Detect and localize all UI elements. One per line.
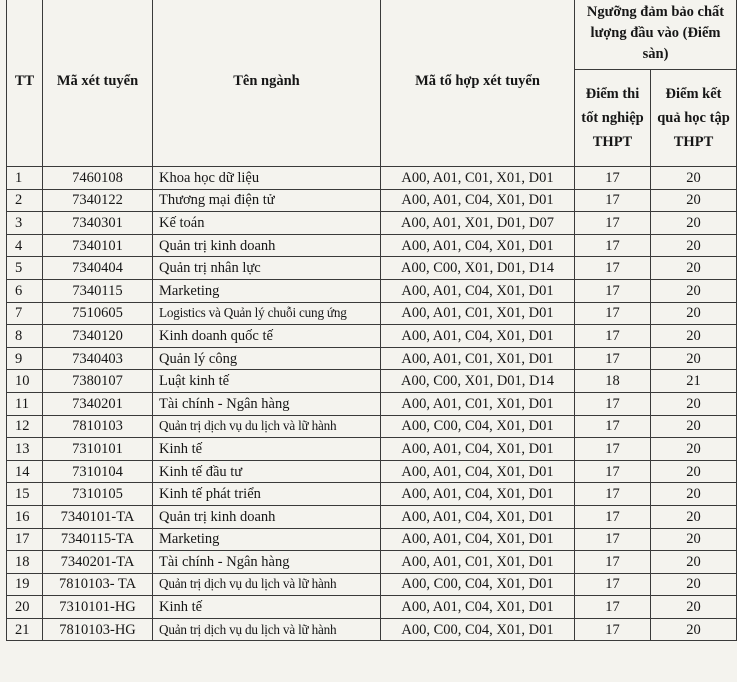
table-row [7, 483, 737, 506]
header-exam-score: Điểm thi tốt nghiệp THPT [575, 70, 651, 167]
transcript-score-cell: 20 [651, 234, 737, 257]
transcript-score-cell: 20 [651, 279, 737, 302]
table-row [7, 167, 737, 190]
transcript-score-cell: 20 [651, 460, 737, 483]
major-name-cell: Kinh tế [153, 596, 381, 619]
row-number-cell: 3 [7, 212, 43, 235]
subject-combination-cell: A00, A01, C04, X01, D01 [381, 234, 575, 257]
major-name-cell: Khoa học dữ liệu [153, 167, 381, 190]
exam-score-cell: 18 [575, 370, 651, 393]
exam-score-cell: 17 [575, 551, 651, 574]
exam-score-cell: 17 [575, 596, 651, 619]
table-row [7, 551, 737, 574]
subject-combination-cell: A00, A01, C01, X01, D01 [381, 551, 575, 574]
transcript-score-cell: 20 [651, 505, 737, 528]
major-name-cell: Tài chính - Ngân hàng [153, 551, 381, 574]
row-number-cell: 18 [7, 551, 43, 574]
exam-score-cell: 17 [575, 302, 651, 325]
transcript-score-cell: 20 [651, 551, 737, 574]
subject-combination-cell: A00, C00, X01, D01, D14 [381, 257, 575, 280]
header-major: Tên ngành [153, 0, 381, 167]
subject-combination-cell: A00, A01, C04, X01, D01 [381, 483, 575, 506]
admission-code-cell: 7310104 [43, 460, 153, 483]
transcript-score-cell: 21 [651, 370, 737, 393]
table-row [7, 618, 737, 641]
admission-code-cell: 7340301 [43, 212, 153, 235]
subject-combination-cell: A00, A01, C04, X01, D01 [381, 505, 575, 528]
row-number-cell: 14 [7, 460, 43, 483]
admission-code-cell: 7460108 [43, 167, 153, 190]
transcript-score-cell: 20 [651, 415, 737, 438]
major-name-cell: Quản trị kinh doanh [153, 234, 381, 257]
transcript-score-cell: 20 [651, 347, 737, 370]
exam-score-cell: 17 [575, 167, 651, 190]
major-name-cell: Kinh tế [153, 438, 381, 461]
table-row [7, 347, 737, 370]
table-row [7, 573, 737, 596]
header-threshold: Ngưỡng đảm bảo chất lượng đầu vào (Điểm sàn) [575, 0, 737, 70]
header-transcript-score: Điểm kết quả học tập THPT [651, 70, 737, 167]
transcript-score-cell: 20 [651, 392, 737, 415]
exam-score-cell: 17 [575, 460, 651, 483]
transcript-score-cell: 20 [651, 596, 737, 619]
row-number-cell: 4 [7, 234, 43, 257]
exam-score-cell: 17 [575, 347, 651, 370]
admission-code-cell: 7810103 [43, 415, 153, 438]
admission-code-cell: 7340122 [43, 189, 153, 212]
major-name-cell: Quản trị kinh doanh [153, 505, 381, 528]
header-combo: Mã tổ hợp xét tuyển [381, 0, 575, 167]
table-row [7, 212, 737, 235]
row-number-cell: 16 [7, 505, 43, 528]
major-name-cell: Kinh doanh quốc tế [153, 325, 381, 348]
exam-score-cell: 17 [575, 573, 651, 596]
table-row [7, 438, 737, 461]
transcript-score-cell: 20 [651, 189, 737, 212]
major-name-cell: Quản trị nhân lực [153, 257, 381, 280]
table-row [7, 505, 737, 528]
exam-score-cell: 17 [575, 438, 651, 461]
major-name-cell: Quản trị dịch vụ du lịch và lữ hành [153, 415, 381, 438]
major-name-cell: Luật kinh tế [153, 370, 381, 393]
subject-combination-cell: A00, A01, C04, X01, D01 [381, 189, 575, 212]
table-row [7, 302, 737, 325]
row-number-cell: 12 [7, 415, 43, 438]
exam-score-cell: 17 [575, 325, 651, 348]
row-number-cell: 17 [7, 528, 43, 551]
major-name-cell: Tài chính - Ngân hàng [153, 392, 381, 415]
subject-combination-cell: A00, C00, C04, X01, D01 [381, 573, 575, 596]
exam-score-cell: 17 [575, 189, 651, 212]
admission-code-cell: 7340201-TA [43, 551, 153, 574]
row-number-cell: 11 [7, 392, 43, 415]
exam-score-cell: 17 [575, 392, 651, 415]
exam-score-cell: 17 [575, 212, 651, 235]
row-number-cell: 5 [7, 257, 43, 280]
subject-combination-cell: A00, A01, C01, X01, D01 [381, 392, 575, 415]
admission-code-cell: 7810103- TA [43, 573, 153, 596]
table-row [7, 257, 737, 280]
subject-combination-cell: A00, A01, C01, X01, D01 [381, 167, 575, 190]
major-name-cell: Kinh tế đầu tư [153, 460, 381, 483]
row-number-cell: 19 [7, 573, 43, 596]
major-name-cell: Thương mại điện tử [153, 189, 381, 212]
row-number-cell: 20 [7, 596, 43, 619]
major-name-cell: Quản trị dịch vụ du lịch và lữ hành [153, 618, 381, 641]
table-row [7, 415, 737, 438]
major-name-cell: Marketing [153, 279, 381, 302]
admission-code-cell: 7340404 [43, 257, 153, 280]
transcript-score-cell: 20 [651, 302, 737, 325]
subject-combination-cell: A00, A01, X01, D01, D07 [381, 212, 575, 235]
transcript-score-cell: 20 [651, 618, 737, 641]
subject-combination-cell: A00, A01, C04, X01, D01 [381, 279, 575, 302]
table-row [7, 189, 737, 212]
subject-combination-cell: A00, C00, C04, X01, D01 [381, 415, 575, 438]
table-row [7, 279, 737, 302]
admission-code-cell: 7510605 [43, 302, 153, 325]
exam-score-cell: 17 [575, 505, 651, 528]
subject-combination-cell: A00, A01, C04, X01, D01 [381, 528, 575, 551]
row-number-cell: 7 [7, 302, 43, 325]
transcript-score-cell: 20 [651, 438, 737, 461]
exam-score-cell: 17 [575, 483, 651, 506]
transcript-score-cell: 20 [651, 167, 737, 190]
admission-code-cell: 7340101 [43, 234, 153, 257]
subject-combination-cell: A00, C00, C04, X01, D01 [381, 618, 575, 641]
admission-code-cell: 7340115 [43, 279, 153, 302]
major-name-cell: Quản lý công [153, 347, 381, 370]
row-number-cell: 15 [7, 483, 43, 506]
row-number-cell: 8 [7, 325, 43, 348]
major-name-cell: Quản trị dịch vụ du lịch và lữ hành [153, 573, 381, 596]
subject-combination-cell: A00, A01, C04, X01, D01 [381, 460, 575, 483]
major-name-cell: Marketing [153, 528, 381, 551]
admission-code-cell: 7380107 [43, 370, 153, 393]
transcript-score-cell: 20 [651, 325, 737, 348]
table-header [7, 0, 737, 167]
row-number-cell: 21 [7, 618, 43, 641]
exam-score-cell: 17 [575, 234, 651, 257]
table-row [7, 392, 737, 415]
exam-score-cell: 17 [575, 528, 651, 551]
row-number-cell: 1 [7, 167, 43, 190]
major-name-cell: Kinh tế phát triển [153, 483, 381, 506]
row-number-cell: 2 [7, 189, 43, 212]
row-number-cell: 13 [7, 438, 43, 461]
admission-code-cell: 7340101-TA [43, 505, 153, 528]
transcript-score-cell: 20 [651, 573, 737, 596]
admission-code-cell: 7310101-HG [43, 596, 153, 619]
admission-code-cell: 7310105 [43, 483, 153, 506]
admission-code-cell: 7340403 [43, 347, 153, 370]
admission-code-cell: 7340115-TA [43, 528, 153, 551]
transcript-score-cell: 20 [651, 528, 737, 551]
row-number-cell: 10 [7, 370, 43, 393]
table-row [7, 234, 737, 257]
exam-score-cell: 17 [575, 415, 651, 438]
subject-combination-cell: A00, A01, C04, X01, D01 [381, 325, 575, 348]
header-tt: TT [7, 0, 43, 167]
table-row [7, 528, 737, 551]
major-name-cell: Kế toán [153, 212, 381, 235]
table-row [7, 370, 737, 393]
exam-score-cell: 17 [575, 257, 651, 280]
exam-score-cell: 17 [575, 279, 651, 302]
admission-code-cell: 7810103-HG [43, 618, 153, 641]
header-code: Mã xét tuyển [43, 0, 153, 167]
subject-combination-cell: A00, A01, C04, X01, D01 [381, 596, 575, 619]
admission-code-cell: 7340120 [43, 325, 153, 348]
subject-combination-cell: A00, C00, X01, D01, D14 [381, 370, 575, 393]
transcript-score-cell: 20 [651, 257, 737, 280]
table-row [7, 460, 737, 483]
subject-combination-cell: A00, A01, C01, X01, D01 [381, 302, 575, 325]
table-body [7, 167, 737, 641]
admission-code-cell: 7310101 [43, 438, 153, 461]
table-row [7, 325, 737, 348]
major-name-cell: Logistics và Quản lý chuỗi cung ứng [153, 302, 381, 325]
subject-combination-cell: A00, A01, C04, X01, D01 [381, 438, 575, 461]
row-number-cell: 6 [7, 279, 43, 302]
transcript-score-cell: 20 [651, 483, 737, 506]
transcript-score-cell: 20 [651, 212, 737, 235]
row-number-cell: 9 [7, 347, 43, 370]
exam-score-cell: 17 [575, 618, 651, 641]
admission-threshold-table [6, 0, 737, 641]
subject-combination-cell: A00, A01, C01, X01, D01 [381, 347, 575, 370]
admission-code-cell: 7340201 [43, 392, 153, 415]
table-row [7, 596, 737, 619]
